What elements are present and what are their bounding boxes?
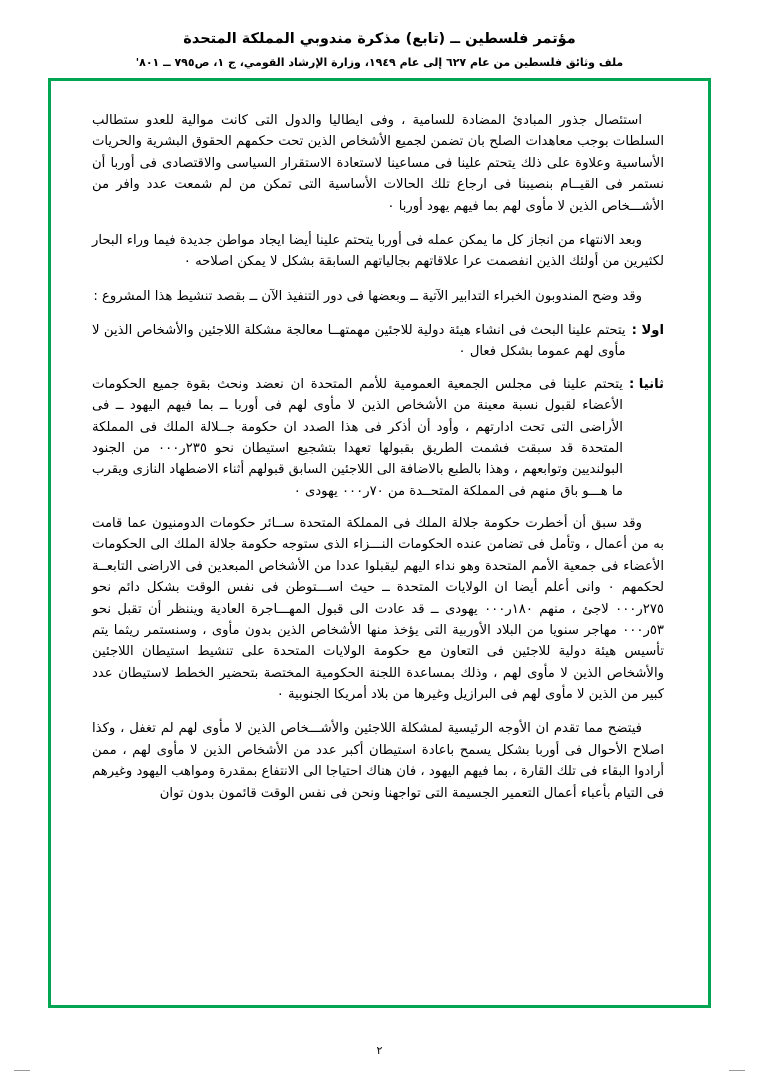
list-item-marker: اولا : — [631, 323, 664, 338]
scan-edge-mark-right — [729, 1070, 745, 1071]
list-item-marker: ثانيا : — [628, 376, 664, 392]
list-item-text: يتحتم علينا البحث فى انشاء هيئة دولية للاجئين مهمتهــا معالجة مشكلة اللاجئين والأشخاص الذين لا مأوى لهم عموما بشكل فعال ٠ — [92, 323, 626, 360]
paragraph-4: وقد سبق أن أخطرت حكومة جلالة الملك فى المملكة المتحدة ســائر حكومات الدومنيون عما قامت به من أعمال ، وتأمل فى تضامن عنده الحكومات النـــزاء الذى ستوجه حكومة جلالة الملك الى الحكومات الأعضاء فى جمعية الأمم المتحدة وهو نداء اليهم ليقبلوا عددا من الأشخاص المبعدين فى الاراضى التابعــة لحكمهم ٠ وانى أعلم أيضا ان الولايات المتحدة ــ حيث اســـتوطن فى نفس الوقت بشكل دائم نحو ٢٧٥ر٠٠٠ لاجئ ، منهم ١٨٠ر٠٠٠ يهودى ــ قد عادت الى قبول المهـــاجرة العادية ويننظر أن تقبل نحو ٥٣ر٠٠٠ مهاجر سنويا من البلاد الأوربية التى يؤخذ منها الأشخاص الذين بدون مأوى ، وسنستمر ريثما يتم تأسيس هيئة دولية للاجئين فى التعاون مع حكومة الولايات المتحدة على تنشيط استيطان اللاجئين والأشخاص الذين لا مأوى لهم ، وذلك بمساعدة اللجنة الحكومية المختصة بتحضير الخطط لاستيطان عدد كبير من الذين لا مأوى لهم فى البرازيل وغيرها من بلاد أمريكا الجنوبية ٠ — [92, 516, 664, 702]
paragraph-1: استئصال جذور المبادئ المضادة للسامية ، وفى ايطاليا والدول التى كانت موالية للعدو ستطالب السلطات بوجب معاهدات الصلح بان تضمن لجميع الأشخاص الذين تحت حكمهم الحقوق البشرية والحريات الأساسية وعلاوة على ذلك يتحتم علينا فى مساعينا لاستعادة الاستقرار السياسى والاقتصادى فى أوربا أن نستمر فى القيــام بنصيبنا فى ارجاع تلك الحالات الأساسية التى تمكن من لم شمعت عدد وافر من الأشـــخاص الذين لا مأوى لهم بما فيهم يهود أوربا ٠ — [92, 113, 664, 214]
scan-edge-mark-left — [14, 1070, 30, 1071]
document-body — [92, 110, 664, 990]
page-number: ٢ — [376, 1044, 383, 1057]
list-item — [92, 374, 664, 502]
paragraph-3: وقد وضح المندوبون الخبراء التدابير الآتية ــ وبعضها فى دور التنفيذ الآن ــ بقصد تنشيط هذا المشروع : — [93, 288, 642, 304]
list-item-text: يتحتم علينا فى مجلس الجمعية العمومية للأمم المتحدة ان نعضد ونحث بقوة جميع الحكومات الأعضاء لقبول نسبة معينة من الأشخاص الذين لا مأوى لهم فى أوربا ــ بما فيهم اليهود ــ فى الأراضى التى تحت ادارتهم ، وأود أن أذكر فى هذا الصدد ان حكومة جــلالة الملك فى المملكة المتحدة قد سبقت فشمت الطريق بقبولها تعهدا بتشجيع استيطان نحو ٢٣٥ر٠٠٠ من الجنود البولنديين وتوابعهم ، وهذا بالطبع بالاضافة الى اللاجئين السابق قبولهم أثناء الاضطهاد النازى ويقرب ما هـــو باق منهم فى المملكة المتحــدة من ٧٠ر٠٠٠ يهودى ٠ — [92, 376, 623, 499]
paragraph-5: فيتضح مما تقدم ان الأوجه الرئيسية لمشكلة اللاجئين والأشـــخاص الذين لا مأوى لهم لم تغفل ، وكذا اصلاح الأحوال فى أوربا بشكل يسمح باعادة استيطان أكبر عدد من الأشخاص الذين لا مأوى لهم ، ممن أرادوا البقاء فى تلك القارة ، بما فيهم اليهود ، فان هناك احتياجا الى الانتفاع بمقدرة ومواهب اليهود وغيرهم فى التيام بأعباء أعمال التعمير الجسيمة التى تواجهنا ونحن فى نفس الوقت قائمون بدون توان — [92, 721, 664, 801]
page-title: مؤتمر فلسطين ــ (تابع) مذكرة مندوبي المملكة المتحدة — [183, 31, 576, 47]
list-item — [92, 320, 664, 363]
paragraph-2: وبعد الانتهاء من انجاز كل ما يمكن عمله فى أوربا يتحتم علينا أيضا ايجاد مواطن جديدة فيما وراء البحار لكثيرين من أولئك الذين انفصمت عرا علاقاتهم بجالياتهم السابقة بشكل لا يمكن اصلاحه ٠ — [92, 232, 664, 270]
document-source-line: ملف وثائق فلسطين من عام ٦٢٧ إلى عام ١٩٤٩، وزارة الإرشاد القومي، ج ١، ص٧٩٥ ــ ٨٠١' — [135, 55, 624, 69]
document-header — [0, 30, 759, 70]
